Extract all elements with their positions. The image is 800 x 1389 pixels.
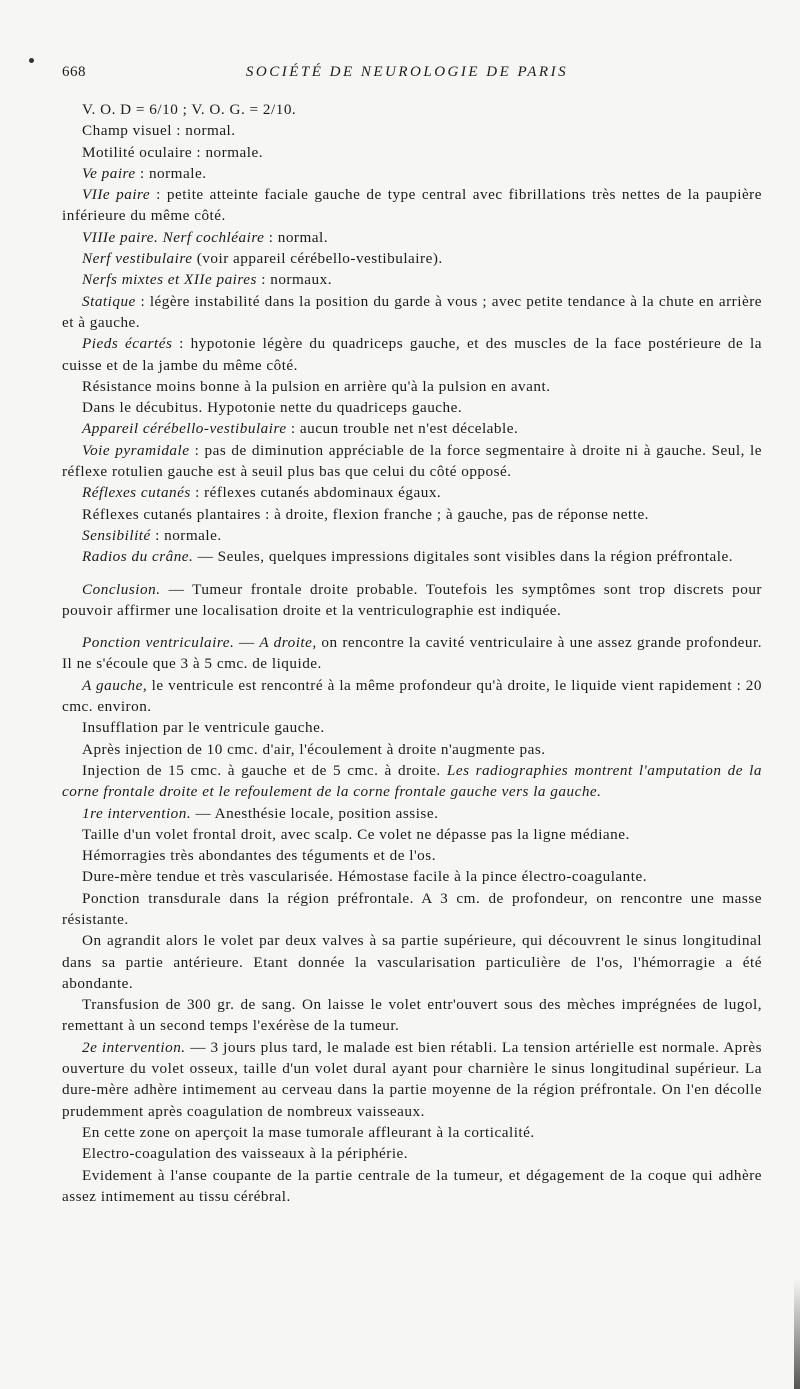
paragraph [62,291,762,334]
paragraph [62,142,762,163]
italic-run: VIIIe paire. Nerf cochléaire [82,228,265,246]
body-text [62,99,762,1207]
italic-run: Les radiographies montrent l'amputation de la corne frontale droite et le refoulement de la corne frontale gauche vers la gauche. [62,761,762,801]
text-run: Dure-mère tendue et très vascularisée. Hémostase facile à la pince électro-coagulante. [82,868,648,886]
text-run: Réflexes cutanés plantaires : à droite, flexion franche ; à gauche, pas de réponse nette. [82,505,649,523]
text-run: Ponction transdurale dans la région préfrontale. A 3 cm. de profondeur, on rencontre une masse résistante. [62,889,762,928]
text-run: , on rencontre la cavité ventriculaire à une assez grande profondeur. Il ne s'écoule que 3 à 5 cmc. de liquide. [62,634,763,673]
paragraph [62,184,762,227]
text-run: — Tumeur frontale droite probable. Toutefois les symptômes sont trop discrets pour pouvoir affirmer une localisation droite et la ventriculographie est indiquée. [62,580,762,619]
text-run: : normale. [150,526,222,544]
text-run: Taille d'un volet frontal droit, avec scalp. Ce volet ne dépasse pas la ligne médiane. [82,825,630,843]
paragraph [62,739,762,760]
italic-run: Réflexes cutanés [82,484,191,502]
paragraph [62,269,762,290]
text-run: Dans le décubitus. Hypotonie nette du quadriceps gauche. [82,399,463,417]
text-run: : aucun trouble net n'est décelable. [286,420,519,438]
text-run: : normale. [135,164,207,182]
paragraph [62,248,762,269]
text-run: — 3 jours plus tard, le malade est bien rétabli. La tension artérielle est normale. Après ouverture du volet osseux, taille d'un volet dural ayant pour charnière le sinus longitudinal supérieur. La dure-mère adhère intimement au cerveau dans la partie moyenne de la région préfrontale. On l'en décolle prudemment après coagulation de nombreux vaisseaux. [62,1038,762,1120]
italic-run: Nerfs mixtes et XIIe paires [82,271,257,289]
text-run: : normaux. [256,271,333,289]
italic-run: VIIe paire [82,186,151,204]
paragraph [62,632,762,675]
text-run: Evidement à l'anse coupante de la partie centrale de la tumeur, et dégagement de la coque qui adhère assez intimement au tissu cérébral. [62,1166,762,1205]
text-run: — Seules, quelques impressions digitales sont visibles dans la région préfrontale. [193,548,734,566]
paragraph [62,333,762,376]
text-run: Hémorragies très abondantes des téguments et de l'os. [82,847,436,865]
running-title: SOCIÉTÉ DE NEUROLOGIE DE PARIS [245,64,569,80]
paragraph [62,376,762,397]
paragraph [62,482,762,503]
paragraph [62,163,762,184]
text-run: Champ visuel : normal. [82,122,236,140]
text-run: — [234,634,260,652]
italic-run: Sensibilité [82,526,151,544]
text-run: : pas de diminution appréciable de la force segmentaire à droite ni à gauche. Seul, le réflexe rotulien gauche est à seuil plus bas que celui du côté opposé. [62,441,762,481]
italic-run: Statique [82,292,136,310]
italic-run: Appareil cérébello-vestibulaire [82,420,287,438]
text-run: Insufflation par le ventricule gauche. [82,719,325,737]
paragraph [62,803,762,824]
italic-run: 2e intervention. [82,1038,186,1056]
text-run: , le ventricule est rencontré à la même profondeur qu'à droite, le liquide vient rapidement : 20 cmc. environ. [62,676,762,716]
text-run: Transfusion de 300 gr. de sang. On laisse le volet entr'ouvert sous des mèches imprégnées de lugol, remettant à un second temps l'exérèse de la tumeur. [62,996,762,1035]
text-run: — Anesthésie locale, position assise. [191,804,439,822]
italic-run: Voie pyramidale [82,441,190,459]
paragraph [62,930,762,994]
paragraph [62,546,762,567]
text-run: : hypotonie légère du quadriceps gauche, et des muscles de la face postérieure de la cuisse et de la jambe du même côté. [62,335,762,374]
text-run: : réflexes cutanés abdominaux égaux. [190,484,442,502]
paragraph [62,1165,762,1208]
text-run: En cette zone on aperçoit la mase tumorale affleurant à la corticalité. [82,1123,535,1141]
italic-run: Nerf vestibulaire [82,250,193,268]
paragraph [62,845,762,866]
text-run: Résistance moins bonne à la pulsion en arrière qu'à la pulsion en avant. [82,377,551,395]
paragraph [62,888,762,931]
italic-run: 1re intervention. [82,804,192,822]
paragraph [62,1037,762,1122]
paragraph [62,1122,762,1143]
text-run: Après injection de 10 cmc. d'air, l'écoulement à droite n'augmente pas. [82,740,546,758]
page-number: 668 [62,64,86,80]
paragraph [62,760,762,803]
paragraph [62,994,762,1037]
paragraph [62,866,762,887]
paragraph [62,579,762,622]
italic-run: Pieds écartés [82,335,173,353]
text-run: : normal. [264,228,329,246]
text-run: Motilité oculaire : normale. [82,143,264,161]
text-run: : petite atteinte faciale gauche de type central avec fibrillations très nettes de la paupière inférieure du même côté. [62,186,762,225]
paragraph [62,504,762,525]
italic-run: Conclusion. [82,580,161,598]
paragraph [62,99,762,120]
italic-run: A droite [259,634,313,652]
paragraph [62,397,762,418]
paragraph [62,440,762,483]
italic-run: Radios du crâne. [82,548,194,566]
page-header [62,64,752,86]
text-run: Injection de 15 cmc. à gauche et de 5 cmc. à droite. [82,761,447,779]
paragraph [62,120,762,141]
paragraph [62,1143,762,1164]
paragraph [62,675,762,718]
paragraph [62,227,762,248]
scan-edge-shadow [794,1279,800,1389]
text-run: V. O. D = 6/10 ; V. O. G. = 2/10. [82,101,297,118]
paragraph [62,824,762,845]
italic-run: A gauche [82,676,143,694]
paragraph [62,418,762,439]
italic-run: Ve paire [82,164,136,182]
margin-dot [29,58,34,63]
paragraph [62,717,762,738]
paragraph [62,525,762,546]
text-run: (voir appareil cérébello-vestibulaire). [192,250,443,268]
text-run: : légère instabilité dans la position du garde à vous ; avec petite tendance à la chute en arrière et à gauche. [62,292,762,331]
text-run: Electro-coagulation des vaisseaux à la périphérie. [82,1145,409,1163]
text-run: On agrandit alors le volet par deux valves à sa partie supérieure, qui découvrent le sinus longitudinal dans sa partie antérieure. Etant donnée la vascularisation particulière de l'os, l'hémorragie a été abondante. [62,932,762,992]
italic-run: Ponction ventriculaire. [82,634,235,652]
